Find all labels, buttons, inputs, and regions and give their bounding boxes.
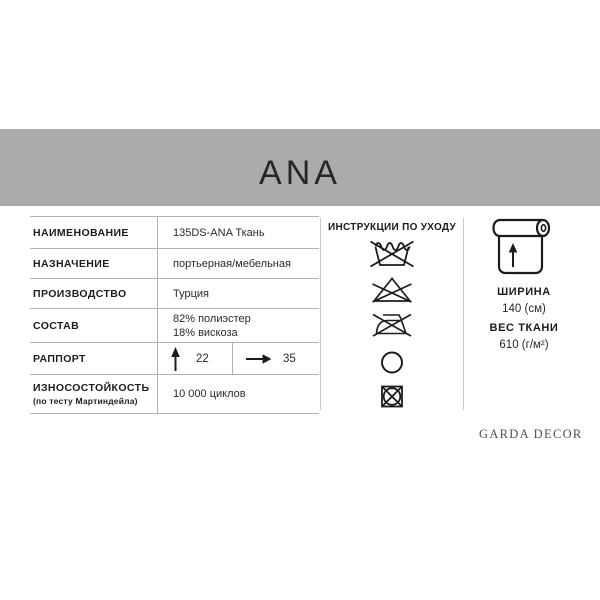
width-label: ШИРИНА <box>497 286 551 298</box>
row-label-sub: (по тесту Мартиндейла) <box>33 396 138 406</box>
table-row <box>30 248 319 278</box>
table-row <box>30 216 319 248</box>
do-not-tumble-dry-icon <box>381 385 404 408</box>
rapport-horizontal-cell <box>232 343 319 374</box>
row-value: портьерная/мебельная <box>173 257 291 270</box>
rapport-vertical-cell <box>158 343 232 374</box>
dry-clean-icon <box>381 351 404 374</box>
row-label: РАППОРТ <box>30 343 158 374</box>
do-not-wash-icon <box>369 240 415 268</box>
row-value: 10 000 циклов <box>173 388 246 400</box>
brand-logo: GARDA DECOR <box>479 427 583 441</box>
composition-line: 82% полиэстер <box>173 312 251 325</box>
row-label-main: ИЗНОСОСТОЙКОСТЬ <box>33 382 150 394</box>
rapport-vertical-value: 22 <box>196 352 209 365</box>
width-value: 140 (см) <box>502 303 546 315</box>
page-title: ANA <box>259 154 341 192</box>
row-label: ПРОИЗВОДСТВО <box>30 279 158 308</box>
row-label: СОСТАВ <box>30 309 158 342</box>
row-value: Турция <box>173 287 209 300</box>
row-value: 135DS-ANA Ткань <box>173 226 265 239</box>
weight-label: ВЕС ТКАНИ <box>489 322 559 334</box>
title-band <box>0 129 600 206</box>
table-row <box>30 374 319 414</box>
table-row <box>30 278 319 308</box>
table-row <box>30 308 319 342</box>
care-title: ИНСТРУКЦИИ ПО УХОДУ <box>328 222 456 233</box>
arrow-right-icon <box>245 353 272 365</box>
composition-line: 18% вискоза <box>173 326 238 339</box>
fabric-meta-section <box>463 218 585 352</box>
fabric-roll-icon <box>491 218 557 276</box>
rapport-horizontal-value: 35 <box>283 352 296 365</box>
row-value <box>158 309 319 342</box>
do-not-iron-icon <box>372 311 412 337</box>
arrow-up-icon <box>168 346 183 372</box>
row-label: НАИМЕНОВАНИЕ <box>30 217 158 248</box>
table-row <box>30 342 319 374</box>
do-not-bleach-icon <box>371 276 413 303</box>
row-value <box>158 343 319 374</box>
spec-table <box>30 216 319 414</box>
row-label <box>30 375 158 413</box>
care-instructions-section <box>320 218 464 410</box>
weight-value: 610 (г/м²) <box>499 339 549 351</box>
row-label: НАЗНАЧЕНИЕ <box>30 249 158 278</box>
